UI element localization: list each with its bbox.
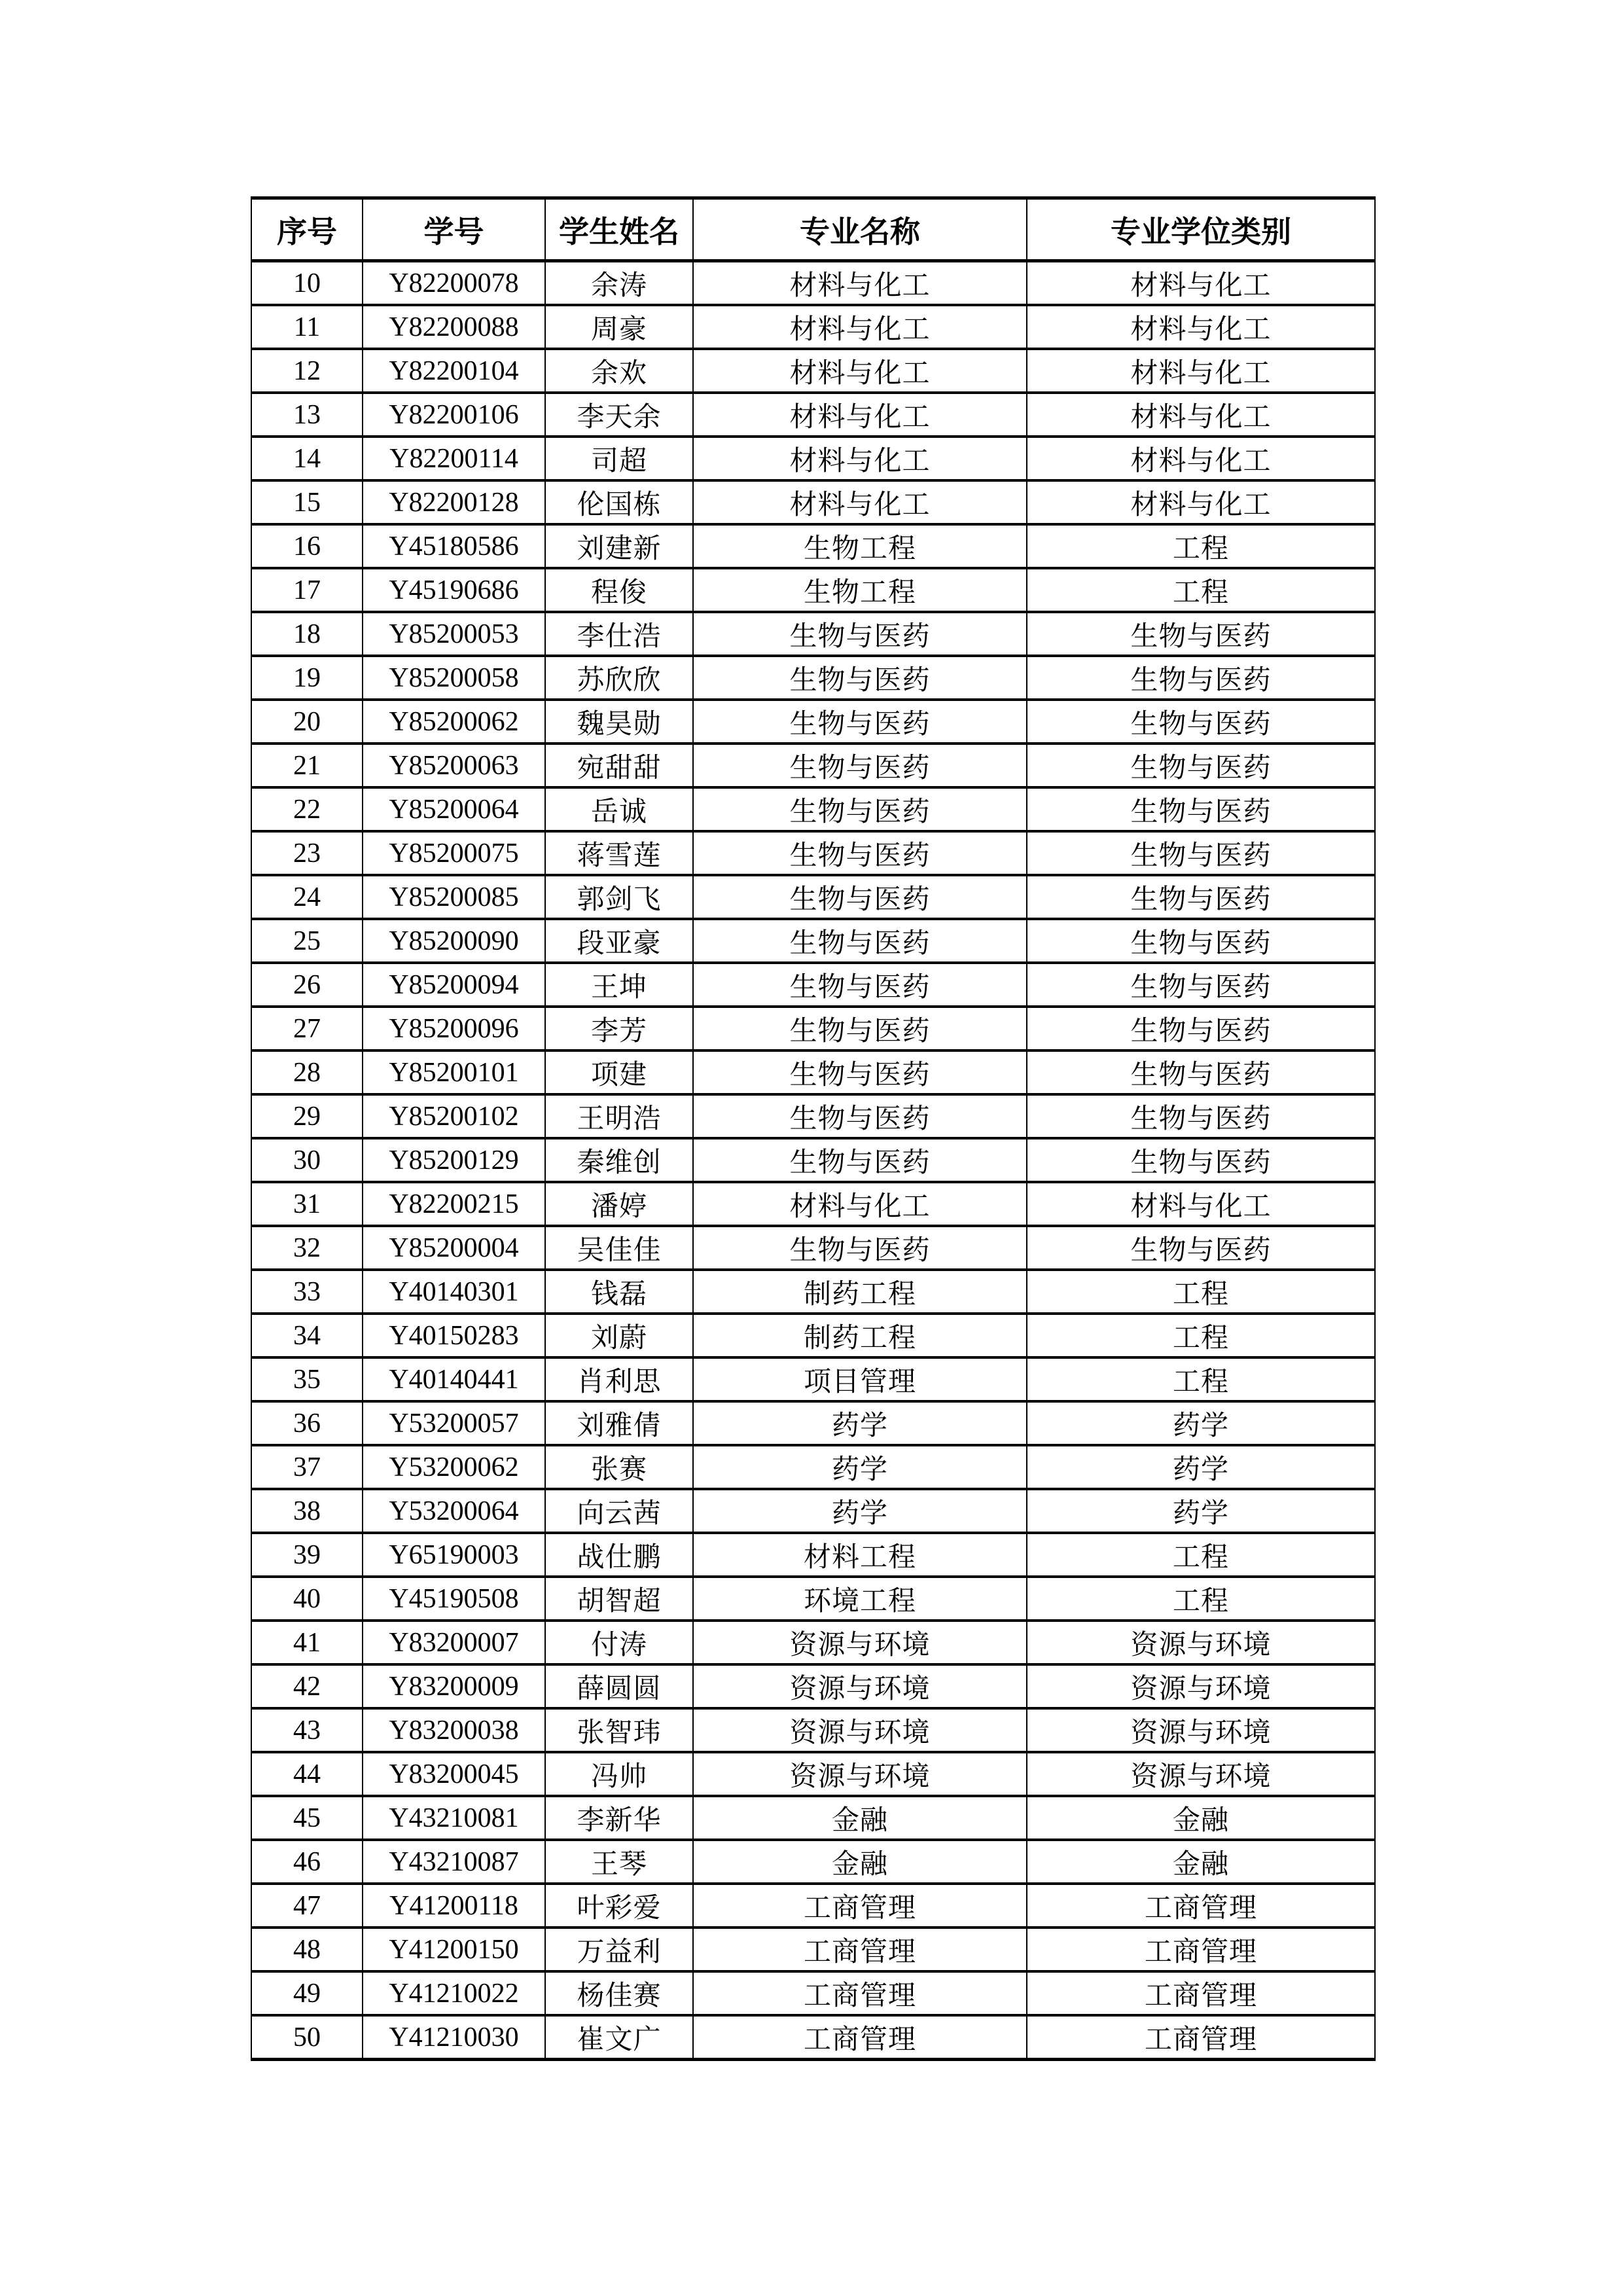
table-row bbox=[251, 1489, 1375, 1533]
cell-student-name: 刘蔚 bbox=[545, 1314, 693, 1357]
cell-degree-category: 材料与化工 bbox=[1027, 437, 1375, 480]
cell-student-name: 王琴 bbox=[545, 1840, 693, 1884]
cell-student-id: Y85200101 bbox=[363, 1050, 545, 1094]
cell-student-name: 潘婷 bbox=[545, 1182, 693, 1226]
cell-major-name: 生物与医药 bbox=[693, 919, 1027, 963]
cell-major-name: 生物与医药 bbox=[693, 1007, 1027, 1050]
table-row bbox=[251, 1357, 1375, 1401]
cell-student-name: 宛甜甜 bbox=[545, 744, 693, 787]
cell-student-name: 冯帅 bbox=[545, 1752, 693, 1796]
table-row bbox=[251, 700, 1375, 744]
cell-degree-category: 生物与医药 bbox=[1027, 1007, 1375, 1050]
cell-degree-category: 生物与医药 bbox=[1027, 656, 1375, 700]
cell-student-id: Y82200128 bbox=[363, 480, 545, 524]
cell-student-name: 项建 bbox=[545, 1050, 693, 1094]
cell-student-name: 付涛 bbox=[545, 1621, 693, 1664]
cell-student-id: Y85200004 bbox=[363, 1226, 545, 1270]
cell-serial-number: 32 bbox=[251, 1226, 363, 1270]
cell-serial-number: 29 bbox=[251, 1094, 363, 1138]
table-row bbox=[251, 612, 1375, 656]
cell-serial-number: 43 bbox=[251, 1708, 363, 1752]
cell-student-id: Y85200096 bbox=[363, 1007, 545, 1050]
cell-student-name: 司超 bbox=[545, 437, 693, 480]
cell-serial-number: 28 bbox=[251, 1050, 363, 1094]
cell-student-name: 伦国栋 bbox=[545, 480, 693, 524]
cell-degree-category: 工商管理 bbox=[1027, 1928, 1375, 1971]
cell-major-name: 生物与医药 bbox=[693, 787, 1027, 831]
cell-student-id: Y53200057 bbox=[363, 1401, 545, 1445]
table-row bbox=[251, 1577, 1375, 1621]
cell-degree-category: 材料与化工 bbox=[1027, 393, 1375, 437]
table-row bbox=[251, 437, 1375, 480]
cell-serial-number: 33 bbox=[251, 1270, 363, 1314]
cell-degree-category: 材料与化工 bbox=[1027, 1182, 1375, 1226]
cell-degree-category: 生物与医药 bbox=[1027, 875, 1375, 919]
cell-major-name: 金融 bbox=[693, 1796, 1027, 1840]
cell-degree-category: 材料与化工 bbox=[1027, 349, 1375, 393]
cell-student-name: 段亚豪 bbox=[545, 919, 693, 963]
column-header-major-name: 专业名称 bbox=[693, 198, 1027, 261]
cell-major-name: 材料与化工 bbox=[693, 349, 1027, 393]
cell-major-name: 生物与医药 bbox=[693, 875, 1027, 919]
cell-student-id: Y41210030 bbox=[363, 2015, 545, 2060]
cell-degree-category: 工程 bbox=[1027, 1314, 1375, 1357]
cell-degree-category: 生物与医药 bbox=[1027, 1050, 1375, 1094]
cell-major-name: 工商管理 bbox=[693, 1971, 1027, 2015]
cell-student-id: Y83200045 bbox=[363, 1752, 545, 1796]
cell-degree-category: 资源与环境 bbox=[1027, 1621, 1375, 1664]
cell-serial-number: 31 bbox=[251, 1182, 363, 1226]
cell-student-id: Y53200062 bbox=[363, 1445, 545, 1489]
cell-student-id: Y82200104 bbox=[363, 349, 545, 393]
table-row bbox=[251, 1621, 1375, 1664]
table-row bbox=[251, 1884, 1375, 1928]
cell-serial-number: 18 bbox=[251, 612, 363, 656]
cell-major-name: 资源与环境 bbox=[693, 1621, 1027, 1664]
cell-degree-category: 生物与医药 bbox=[1027, 1094, 1375, 1138]
table-row bbox=[251, 524, 1375, 568]
table-row bbox=[251, 831, 1375, 875]
cell-degree-category: 药学 bbox=[1027, 1489, 1375, 1533]
cell-degree-category: 材料与化工 bbox=[1027, 305, 1375, 349]
cell-major-name: 制药工程 bbox=[693, 1270, 1027, 1314]
cell-student-name: 万益利 bbox=[545, 1928, 693, 1971]
cell-major-name: 生物与医药 bbox=[693, 700, 1027, 744]
cell-major-name: 材料与化工 bbox=[693, 1182, 1027, 1226]
table-row bbox=[251, 656, 1375, 700]
cell-degree-category: 材料与化工 bbox=[1027, 261, 1375, 306]
cell-student-id: Y85200094 bbox=[363, 963, 545, 1007]
cell-serial-number: 16 bbox=[251, 524, 363, 568]
cell-serial-number: 25 bbox=[251, 919, 363, 963]
cell-degree-category: 工商管理 bbox=[1027, 1884, 1375, 1928]
cell-serial-number: 46 bbox=[251, 1840, 363, 1884]
table-row bbox=[251, 2015, 1375, 2060]
cell-major-name: 工商管理 bbox=[693, 2015, 1027, 2060]
cell-student-id: Y85200058 bbox=[363, 656, 545, 700]
column-header-serial-number: 序号 bbox=[251, 198, 363, 261]
cell-degree-category: 生物与医药 bbox=[1027, 787, 1375, 831]
cell-student-name: 苏欣欣 bbox=[545, 656, 693, 700]
cell-serial-number: 50 bbox=[251, 2015, 363, 2060]
cell-serial-number: 47 bbox=[251, 1884, 363, 1928]
cell-degree-category: 生物与医药 bbox=[1027, 744, 1375, 787]
cell-major-name: 药学 bbox=[693, 1445, 1027, 1489]
cell-serial-number: 36 bbox=[251, 1401, 363, 1445]
cell-major-name: 生物与医药 bbox=[693, 831, 1027, 875]
cell-student-name: 李仕浩 bbox=[545, 612, 693, 656]
table-row bbox=[251, 963, 1375, 1007]
cell-student-name: 胡智超 bbox=[545, 1577, 693, 1621]
cell-major-name: 工商管理 bbox=[693, 1884, 1027, 1928]
cell-serial-number: 35 bbox=[251, 1357, 363, 1401]
cell-student-id: Y85200085 bbox=[363, 875, 545, 919]
cell-student-name: 刘雅倩 bbox=[545, 1401, 693, 1445]
cell-serial-number: 21 bbox=[251, 744, 363, 787]
table-row bbox=[251, 1401, 1375, 1445]
cell-student-id: Y41200150 bbox=[363, 1928, 545, 1971]
table-row bbox=[251, 919, 1375, 963]
cell-major-name: 资源与环境 bbox=[693, 1752, 1027, 1796]
table-row bbox=[251, 1314, 1375, 1357]
cell-major-name: 生物与医药 bbox=[693, 656, 1027, 700]
cell-major-name: 材料与化工 bbox=[693, 393, 1027, 437]
cell-student-id: Y83200038 bbox=[363, 1708, 545, 1752]
cell-serial-number: 22 bbox=[251, 787, 363, 831]
cell-degree-category: 工程 bbox=[1027, 1533, 1375, 1577]
cell-serial-number: 39 bbox=[251, 1533, 363, 1577]
cell-student-id: Y45190508 bbox=[363, 1577, 545, 1621]
cell-degree-category: 工程 bbox=[1027, 1577, 1375, 1621]
cell-student-id: Y85200102 bbox=[363, 1094, 545, 1138]
cell-major-name: 生物与医药 bbox=[693, 612, 1027, 656]
cell-student-id: Y83200007 bbox=[363, 1621, 545, 1664]
cell-student-id: Y45190686 bbox=[363, 568, 545, 612]
cell-degree-category: 生物与医药 bbox=[1027, 700, 1375, 744]
cell-student-id: Y53200064 bbox=[363, 1489, 545, 1533]
cell-student-name: 叶彩爱 bbox=[545, 1884, 693, 1928]
cell-degree-category: 工商管理 bbox=[1027, 1971, 1375, 2015]
cell-major-name: 工商管理 bbox=[693, 1928, 1027, 1971]
cell-degree-category: 生物与医药 bbox=[1027, 831, 1375, 875]
cell-student-name: 周豪 bbox=[545, 305, 693, 349]
cell-student-name: 钱磊 bbox=[545, 1270, 693, 1314]
table-row bbox=[251, 1182, 1375, 1226]
cell-major-name: 材料与化工 bbox=[693, 305, 1027, 349]
cell-student-name: 程俊 bbox=[545, 568, 693, 612]
cell-student-id: Y40150283 bbox=[363, 1314, 545, 1357]
table-row bbox=[251, 1752, 1375, 1796]
cell-student-id: Y43210087 bbox=[363, 1840, 545, 1884]
student-roster-table bbox=[251, 196, 1376, 2061]
cell-major-name: 生物工程 bbox=[693, 524, 1027, 568]
cell-major-name: 生物与医药 bbox=[693, 1094, 1027, 1138]
cell-serial-number: 44 bbox=[251, 1752, 363, 1796]
table-row bbox=[251, 787, 1375, 831]
cell-serial-number: 40 bbox=[251, 1577, 363, 1621]
cell-student-name: 崔文广 bbox=[545, 2015, 693, 2060]
cell-student-name: 岳诚 bbox=[545, 787, 693, 831]
cell-serial-number: 42 bbox=[251, 1664, 363, 1708]
table-row bbox=[251, 744, 1375, 787]
cell-student-id: Y82200078 bbox=[363, 261, 545, 306]
table-row bbox=[251, 1928, 1375, 1971]
cell-student-id: Y85200062 bbox=[363, 700, 545, 744]
cell-student-id: Y85200129 bbox=[363, 1138, 545, 1182]
cell-student-name: 余涛 bbox=[545, 261, 693, 306]
cell-student-id: Y40140301 bbox=[363, 1270, 545, 1314]
cell-student-id: Y85200075 bbox=[363, 831, 545, 875]
cell-major-name: 药学 bbox=[693, 1401, 1027, 1445]
table-row bbox=[251, 480, 1375, 524]
cell-degree-category: 工程 bbox=[1027, 524, 1375, 568]
cell-student-name: 李天余 bbox=[545, 393, 693, 437]
cell-major-name: 药学 bbox=[693, 1489, 1027, 1533]
cell-serial-number: 37 bbox=[251, 1445, 363, 1489]
cell-student-id: Y41210022 bbox=[363, 1971, 545, 2015]
cell-serial-number: 19 bbox=[251, 656, 363, 700]
cell-serial-number: 23 bbox=[251, 831, 363, 875]
table-row bbox=[251, 1050, 1375, 1094]
cell-student-name: 蒋雪莲 bbox=[545, 831, 693, 875]
cell-serial-number: 49 bbox=[251, 1971, 363, 2015]
cell-major-name: 环境工程 bbox=[693, 1577, 1027, 1621]
cell-degree-category: 工程 bbox=[1027, 1357, 1375, 1401]
cell-degree-category: 生物与医药 bbox=[1027, 963, 1375, 1007]
cell-student-id: Y85200053 bbox=[363, 612, 545, 656]
cell-student-id: Y85200063 bbox=[363, 744, 545, 787]
cell-student-name: 王坤 bbox=[545, 963, 693, 1007]
cell-degree-category: 工商管理 bbox=[1027, 2015, 1375, 2060]
cell-degree-category: 生物与医药 bbox=[1027, 1226, 1375, 1270]
cell-student-id: Y45180586 bbox=[363, 524, 545, 568]
table-row bbox=[251, 1708, 1375, 1752]
table-row bbox=[251, 1138, 1375, 1182]
cell-serial-number: 26 bbox=[251, 963, 363, 1007]
cell-student-name: 秦维创 bbox=[545, 1138, 693, 1182]
cell-degree-category: 资源与环境 bbox=[1027, 1664, 1375, 1708]
cell-degree-category: 资源与环境 bbox=[1027, 1708, 1375, 1752]
cell-student-id: Y65190003 bbox=[363, 1533, 545, 1577]
cell-student-id: Y82200215 bbox=[363, 1182, 545, 1226]
cell-student-name: 吴佳佳 bbox=[545, 1226, 693, 1270]
cell-serial-number: 13 bbox=[251, 393, 363, 437]
cell-major-name: 材料与化工 bbox=[693, 480, 1027, 524]
table-row bbox=[251, 1226, 1375, 1270]
table-row bbox=[251, 1971, 1375, 2015]
table-row bbox=[251, 875, 1375, 919]
cell-student-id: Y85200090 bbox=[363, 919, 545, 963]
table-row bbox=[251, 1007, 1375, 1050]
cell-major-name: 金融 bbox=[693, 1840, 1027, 1884]
cell-major-name: 项目管理 bbox=[693, 1357, 1027, 1401]
cell-degree-category: 工程 bbox=[1027, 1270, 1375, 1314]
cell-major-name: 生物与医药 bbox=[693, 1050, 1027, 1094]
table-row bbox=[251, 568, 1375, 612]
table-row bbox=[251, 1840, 1375, 1884]
cell-major-name: 材料与化工 bbox=[693, 261, 1027, 306]
cell-student-id: Y85200064 bbox=[363, 787, 545, 831]
table-row bbox=[251, 1094, 1375, 1138]
cell-degree-category: 生物与医药 bbox=[1027, 919, 1375, 963]
cell-serial-number: 30 bbox=[251, 1138, 363, 1182]
table-row bbox=[251, 1796, 1375, 1840]
cell-serial-number: 11 bbox=[251, 305, 363, 349]
cell-serial-number: 17 bbox=[251, 568, 363, 612]
cell-serial-number: 20 bbox=[251, 700, 363, 744]
cell-student-name: 肖利思 bbox=[545, 1357, 693, 1401]
cell-student-name: 魏昊勋 bbox=[545, 700, 693, 744]
cell-serial-number: 34 bbox=[251, 1314, 363, 1357]
column-header-student-id: 学号 bbox=[363, 198, 545, 261]
cell-student-id: Y43210081 bbox=[363, 1796, 545, 1840]
cell-degree-category: 药学 bbox=[1027, 1445, 1375, 1489]
cell-major-name: 生物工程 bbox=[693, 568, 1027, 612]
column-header-student-name: 学生姓名 bbox=[545, 198, 693, 261]
cell-student-name: 张智玮 bbox=[545, 1708, 693, 1752]
table-row bbox=[251, 1270, 1375, 1314]
cell-degree-category: 生物与医药 bbox=[1027, 1138, 1375, 1182]
cell-serial-number: 45 bbox=[251, 1796, 363, 1840]
table-row bbox=[251, 261, 1375, 306]
cell-student-name: 李芳 bbox=[545, 1007, 693, 1050]
cell-degree-category: 生物与医药 bbox=[1027, 612, 1375, 656]
cell-major-name: 材料工程 bbox=[693, 1533, 1027, 1577]
cell-serial-number: 10 bbox=[251, 261, 363, 306]
table-row bbox=[251, 1445, 1375, 1489]
cell-student-id: Y82200114 bbox=[363, 437, 545, 480]
cell-serial-number: 12 bbox=[251, 349, 363, 393]
cell-student-name: 向云茜 bbox=[545, 1489, 693, 1533]
cell-student-id: Y83200009 bbox=[363, 1664, 545, 1708]
column-header-degree-category: 专业学位类别 bbox=[1027, 198, 1375, 261]
table-body bbox=[251, 261, 1375, 2060]
table-row bbox=[251, 349, 1375, 393]
cell-student-name: 杨佳赛 bbox=[545, 1971, 693, 2015]
cell-student-name: 郭剑飞 bbox=[545, 875, 693, 919]
cell-major-name: 生物与医药 bbox=[693, 744, 1027, 787]
table-row bbox=[251, 1664, 1375, 1708]
cell-degree-category: 工程 bbox=[1027, 568, 1375, 612]
cell-degree-category: 资源与环境 bbox=[1027, 1752, 1375, 1796]
table-row bbox=[251, 393, 1375, 437]
header-row bbox=[251, 198, 1375, 261]
cell-serial-number: 41 bbox=[251, 1621, 363, 1664]
table-row bbox=[251, 305, 1375, 349]
cell-major-name: 资源与环境 bbox=[693, 1708, 1027, 1752]
cell-major-name: 资源与环境 bbox=[693, 1664, 1027, 1708]
cell-serial-number: 38 bbox=[251, 1489, 363, 1533]
cell-degree-category: 金融 bbox=[1027, 1840, 1375, 1884]
cell-serial-number: 24 bbox=[251, 875, 363, 919]
cell-student-name: 薛圆圆 bbox=[545, 1664, 693, 1708]
table-row bbox=[251, 1533, 1375, 1577]
cell-student-id: Y82200106 bbox=[363, 393, 545, 437]
cell-major-name: 生物与医药 bbox=[693, 1138, 1027, 1182]
cell-serial-number: 14 bbox=[251, 437, 363, 480]
cell-student-id: Y41200118 bbox=[363, 1884, 545, 1928]
cell-degree-category: 材料与化工 bbox=[1027, 480, 1375, 524]
cell-student-name: 张赛 bbox=[545, 1445, 693, 1489]
cell-student-id: Y40140441 bbox=[363, 1357, 545, 1401]
cell-serial-number: 27 bbox=[251, 1007, 363, 1050]
cell-serial-number: 15 bbox=[251, 480, 363, 524]
cell-major-name: 制药工程 bbox=[693, 1314, 1027, 1357]
cell-student-name: 余欢 bbox=[545, 349, 693, 393]
cell-major-name: 生物与医药 bbox=[693, 963, 1027, 1007]
cell-major-name: 材料与化工 bbox=[693, 437, 1027, 480]
cell-serial-number: 48 bbox=[251, 1928, 363, 1971]
cell-degree-category: 金融 bbox=[1027, 1796, 1375, 1840]
cell-student-name: 刘建新 bbox=[545, 524, 693, 568]
cell-major-name: 生物与医药 bbox=[693, 1226, 1027, 1270]
cell-student-name: 王明浩 bbox=[545, 1094, 693, 1138]
cell-student-name: 战仕鹏 bbox=[545, 1533, 693, 1577]
cell-student-id: Y82200088 bbox=[363, 305, 545, 349]
cell-student-name: 李新华 bbox=[545, 1796, 693, 1840]
cell-degree-category: 药学 bbox=[1027, 1401, 1375, 1445]
